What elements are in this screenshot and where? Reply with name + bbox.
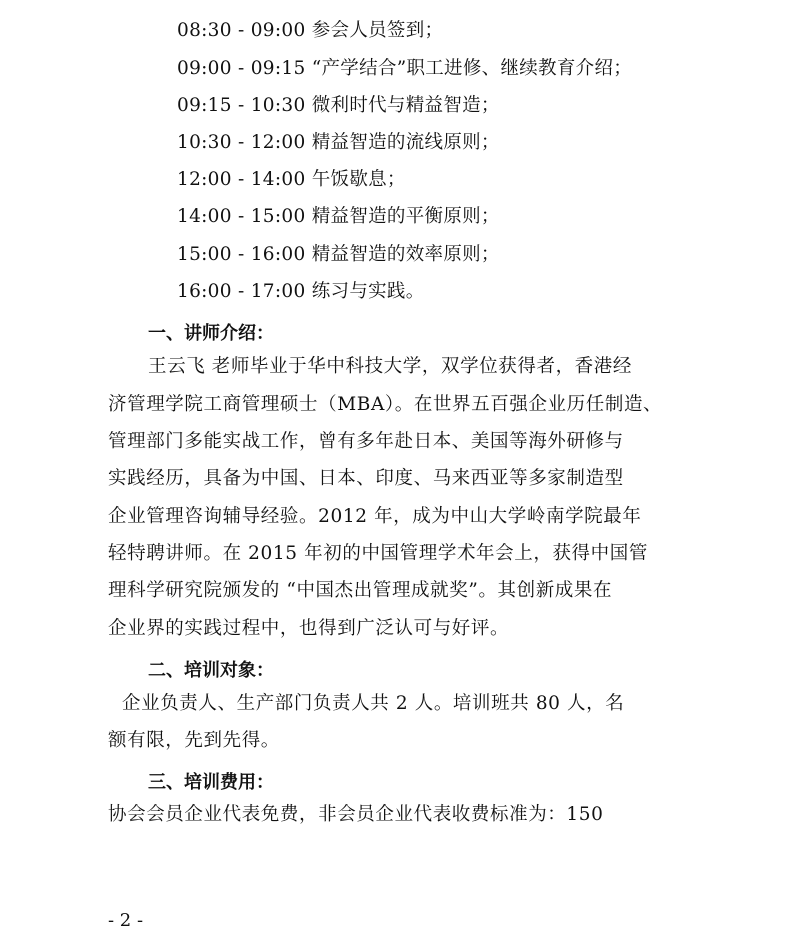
schedule-row xyxy=(177,205,500,229)
schedule-row xyxy=(177,131,500,155)
schedule-item: 精益智造的平衡原则； xyxy=(311,206,500,227)
paragraph-line: 轻特聘讲师。在 2015 年初的中国管理学术年会上，获得中国管 xyxy=(108,543,648,564)
paragraph-line: 企业负责人、生产部门负责人共 2 人。培训班共 80 人，名 xyxy=(122,693,625,714)
paragraph-line: 实践经历，具备为中国、日本、印度、马来西亚等多家制造型 xyxy=(108,468,624,489)
schedule-item: 练习与实践。 xyxy=(311,281,425,302)
paragraph-line: 管理部门多能实战工作，曾有多年赴日本、美国等海外研修与 xyxy=(108,431,624,452)
paragraph-line: 理科学研究院颁发的 “中国杰出管理成就奖”。其创新成果在 xyxy=(108,580,613,601)
schedule-time: 09:00 - 09:15 xyxy=(177,58,306,79)
schedule-time: 08:30 - 09:00 xyxy=(177,20,306,41)
paragraph-line: 企业界的实践过程中，也得到广泛认可与好评。 xyxy=(108,618,510,639)
paragraph-line: 协会会员企业代表免费，非会员企业代表收费标准为：150 xyxy=(108,804,604,825)
section-heading-audience: 二、培训对象： xyxy=(148,660,274,681)
paragraph-line: 济管理学院工商管理硕士（MBA）。在世界五百强企业历任制造、 xyxy=(108,394,663,415)
schedule-row xyxy=(177,19,443,43)
paragraph-line: 王云飞 老师毕业于华中科技大学，双学位获得者，香港经 xyxy=(148,356,632,377)
schedule-row xyxy=(177,280,425,304)
page-number: - 2 - xyxy=(108,910,144,931)
schedule-item: 参会人员签到； xyxy=(311,20,444,41)
schedule-time: 16:00 - 17:00 xyxy=(177,281,306,302)
schedule-row xyxy=(177,57,632,81)
schedule-time: 14:00 - 15:00 xyxy=(177,206,306,227)
schedule-item: 精益智造的流线原则； xyxy=(311,132,500,153)
schedule-time: 15:00 - 16:00 xyxy=(177,244,306,265)
schedule-row xyxy=(177,168,406,192)
schedule-item: 微利时代与精益智造； xyxy=(311,95,500,116)
paragraph-line: 额有限，先到先得。 xyxy=(108,730,280,751)
schedule-time: 09:15 - 10:30 xyxy=(177,95,306,116)
schedule-time: 12:00 - 14:00 xyxy=(177,169,306,190)
section-heading-fee: 三、培训费用： xyxy=(148,772,274,793)
schedule-item: “产学结合”职工进修、继续教育介绍； xyxy=(311,58,633,79)
section-heading-instructor: 一、讲师介绍： xyxy=(148,323,274,344)
schedule-row xyxy=(177,243,500,267)
schedule-time: 10:30 - 12:00 xyxy=(177,132,306,153)
schedule-item: 精益智造的效率原则； xyxy=(311,244,500,265)
schedule-row xyxy=(177,94,500,118)
paragraph-line: 企业管理咨询辅导经验。2012 年，成为中山大学岭南学院最年 xyxy=(108,506,642,527)
schedule-item: 午饭歇息； xyxy=(311,169,406,190)
